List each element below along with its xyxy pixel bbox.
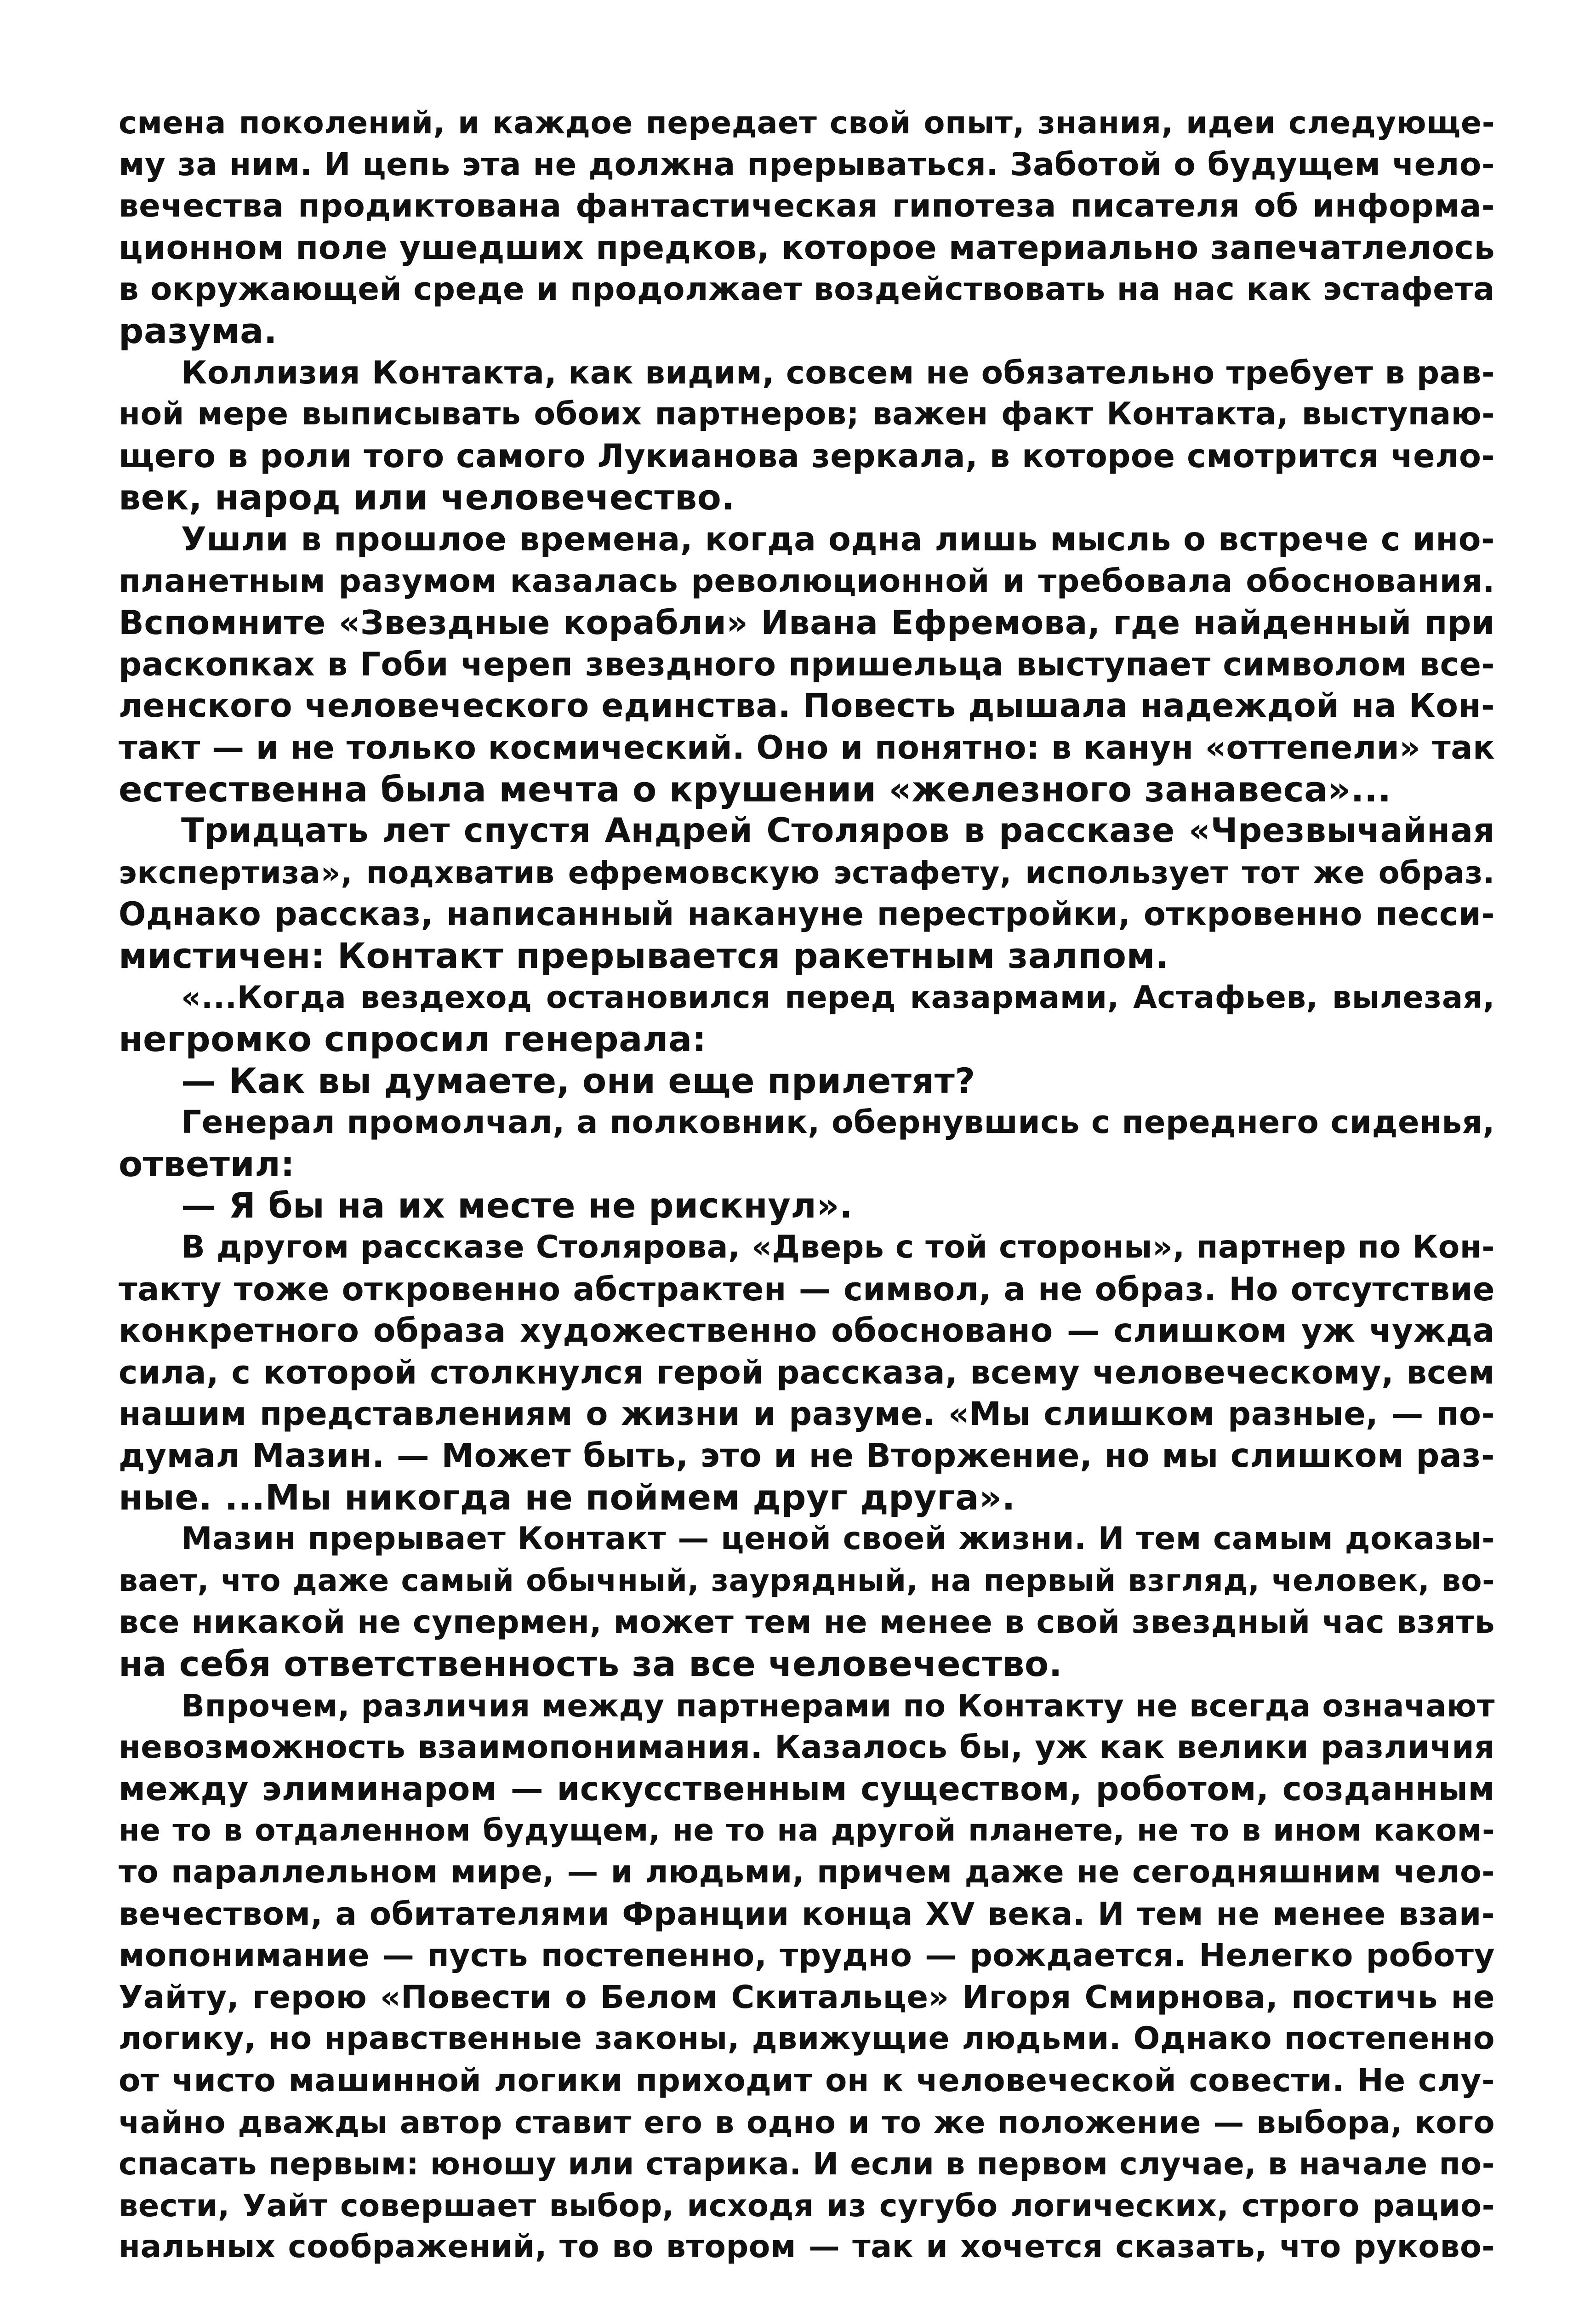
text-line: сила, с которой столкнулся герой рассказа, всему человеческому, всем <box>119 1353 1495 1391</box>
text-line: Вспомните «Звездные корабли» Ивана Ефремова, где найденный при <box>119 603 1495 642</box>
text-line: «...Когда вездеход остановился перед казармами, Астафьев, вылезая, <box>181 979 1495 1016</box>
text-line: логику, но нравственные законы, движущие людьми. Однако постепенно <box>119 2020 1495 2057</box>
text-line: планетным разумом казалась революционной и требовала обоснования. <box>119 562 1495 600</box>
text-line: нальных соображений, то во втором — так и хочется сказать, что руково- <box>119 2229 1495 2265</box>
text-line: щего в роли того самого Лукианова зеркала, в которое смотрится чело- <box>119 437 1495 475</box>
text-line: Коллизия Контакта, как видим, совсем не обязательно требует в рав- <box>181 354 1495 391</box>
text-line: Тридцать лет спустя Андрей Столяров в рассказе «Чрезвычайная <box>181 811 1495 851</box>
text-line: не то в отдаленном будущем, не то на другой планете, не то в ином каком- <box>119 1813 1495 1848</box>
text-line: разума. <box>119 310 278 351</box>
text-line: мистичен: Контакт прерывается ракетным залпом. <box>119 935 1169 976</box>
text-line: Уайту, герою «Повести о Белом Скитальце» Игоря Смирнова, постичь не <box>119 1979 1495 2016</box>
text-line: естественна была мечта о крушении «железного занавеса»... <box>119 768 1391 810</box>
body-text <box>119 102 1495 2268</box>
text-line: нашим представлениям о жизни и разуме. «Мы слишком разные, — по- <box>119 1395 1495 1433</box>
text-line: ответил: <box>119 1143 295 1184</box>
text-line: вечества продиктована фантастическая гипотеза писателя об информа- <box>119 188 1495 225</box>
text-line: му за ним. И цепь эта не должна прерываться. Заботой о будущем чело- <box>119 146 1495 183</box>
text-line: ной мере выписывать обоих партнеров; важен факт Контакта, выступаю- <box>119 396 1495 433</box>
text-line: — Как вы думаете, они еще прилетят? <box>181 1060 975 1101</box>
text-line: Однако рассказ, написанный накануне перестройки, откровенно песси- <box>119 895 1495 933</box>
text-line: на себя ответственность за все человечество. <box>119 1643 1062 1684</box>
text-line: чайно дважды автор ставит его в одно и то же положение — выбора, кого <box>119 2104 1495 2140</box>
text-line: невозможность взаимопонимания. Казалось бы, уж как велики различия <box>119 1729 1495 1766</box>
text-line: век, народ или человечество. <box>119 477 735 518</box>
text-line: раскопках в Гоби череп звездного пришельца выступает символом все- <box>119 645 1495 683</box>
text-line: ленского человеческого единства. Повесть дышала надеждой на Кон- <box>119 686 1495 725</box>
text-line: вести, Уайт совершает выбор, исходя из сугубо логических, строго рацио- <box>119 2187 1495 2224</box>
text-line: В другом рассказе Столярова, «Дверь с той стороны», партнер по Кон- <box>181 1229 1495 1266</box>
text-line: негромко спросил генерала: <box>119 1018 707 1060</box>
text-line: Ушли в прошлое времена, когда одна лишь мысль о встрече с ино- <box>181 520 1495 558</box>
text-line: вает, что даже самый обычный, заурядный, на первый взгляд, человек, во- <box>119 1562 1495 1598</box>
text-line: Генерал промолчал, а полковник, обернувшись с переднего сиденья, <box>181 1104 1495 1141</box>
text-line: все никакой не супермен, может тем не менее в свой звездный час взять <box>119 1604 1495 1641</box>
text-line: конкретного образа художественно обосновано — слишком уж чужда <box>119 1311 1495 1350</box>
text-line: такт — и не только космический. Оно и понятно: в канун «оттепели» так <box>119 728 1495 766</box>
text-line: мопонимание — пусть постепенно, трудно — рождается. Нелегко роботу <box>119 1937 1495 1974</box>
text-line: думал Мазин. — Может быть, это и не Вторжение, но мы слишком раз- <box>119 1436 1495 1475</box>
text-line: ционном поле ушедших предков, которое материально запечатлелось <box>119 228 1495 267</box>
text-line: в окружающей среде и продолжает воздействовать на нас как эстафета <box>119 271 1495 308</box>
text-line: то параллельном мире, — и людьми, причем даже не сегодняшним чело- <box>119 1853 1495 1890</box>
text-line: — Я бы на их месте не рискнул». <box>181 1185 853 1226</box>
text-line: вечеством, а обитателями Франции конца XV века. И тем не менее взаи- <box>119 1895 1495 1933</box>
text-line: Мазин прерывает Контакт — ценой своей жизни. И тем самым доказы- <box>181 1521 1495 1557</box>
text-line: смена поколений, и каждое передает свой опыт, знания, идеи следующе- <box>119 105 1495 141</box>
text-line: такту тоже откровенно абстрактен — символ, а не образ. Но отсутствие <box>119 1270 1495 1308</box>
text-line: от чисто машинной логики приходит он к человеческой совести. Не слу- <box>119 2062 1495 2099</box>
text-line: Впрочем, различия между партнерами по Контакту не всегда означают <box>181 1687 1495 1724</box>
text-line: спасать первым: юношу или старика. И если в первом случае, в начале по- <box>119 2146 1495 2182</box>
text-line: экспертиза», подхватив ефремовскую эстафету, использует тот же образ. <box>119 854 1495 891</box>
text-line: ные. ...Мы никогда не поймем друг друга». <box>119 1476 1015 1518</box>
text-line: между элиминаром — искусственным существом, роботом, созданным <box>119 1769 1495 1808</box>
